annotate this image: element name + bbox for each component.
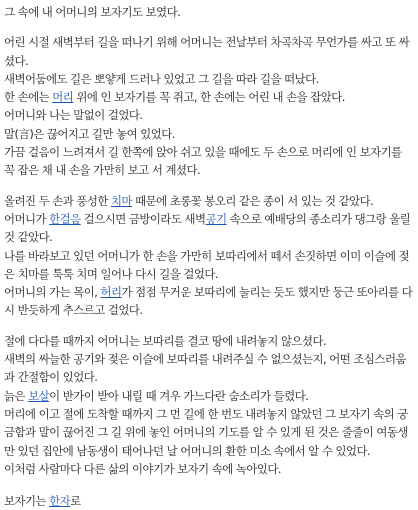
- paragraph: 새벽의 싸늘한 공기와 젖은 이슬에 보따리를 내려주실 수 없으셨는지, 어떤 조심스러움과 간절함이 있었다.: [4, 352, 406, 385]
- paragraph: 나를 바라보고 있던 어머니가 한 손을 가만히 보따리에서 떼서 손짓하면 이미 이슬에 젖은 치마를 툭툭 치며 일어나 다시 길을 걸었다.: [4, 248, 410, 281]
- paragraph: 이처럼 사람마다 다른 삶의 이야기가 보자기 속에 녹아있다.: [4, 461, 282, 476]
- keyword-link-hangeoreum[interactable]: 한걸음: [49, 211, 81, 226]
- keyword-link-meori[interactable]: 머리: [52, 90, 74, 105]
- text-span: 위에 인 보자기를 꼭 쥐고, 한 손에는 어린 내 손을 잡았다.: [73, 90, 345, 105]
- paragraph: 절에 다다를 때까지 어머니는 보따리를 결코 땅에 내려놓지 않으셨다.: [4, 333, 327, 348]
- text-span: 어머니가: [4, 211, 50, 226]
- text-span: 가 점점 무거운 보따리에 눌리는 듯도 했지만 둥근 또아리를 다시 반듯하게 추스르고 걸었다.: [4, 285, 413, 318]
- paragraph: [4, 387, 414, 405]
- paragraph: [4, 283, 414, 320]
- paragraph: 어머니와 나는 말없이 걸었다.: [4, 108, 143, 123]
- paragraph: 머리에 이고 절에 도착할 때까지 그 먼 길에 한 번도 내려놓지 않았던 그 보자기 속의 궁금함과 말이 끊어진 그 길 위에 놓인 어머니의 기도를 알 수 있게 된 것은 줄줄이 여동생만 있던 집안에 남동생이 태어나던 날 어머니의 환한 미소 속에서 알 수 있었다.: [4, 406, 408, 458]
- paragraph: [4, 492, 414, 510]
- text-span: 때문에 초롱꽃 봉오리 같은 종이 서 있는 것 같았다.: [132, 193, 374, 208]
- text-span: 로: [70, 494, 81, 509]
- text-span: 어머니의 가는 목이,: [4, 285, 101, 300]
- keyword-link-bosal[interactable]: 보살: [28, 388, 50, 403]
- paragraph: [4, 210, 414, 247]
- keyword-link-gonggi[interactable]: 공기: [205, 211, 227, 226]
- paragraph: 가끔 걸음이 느려져서 길 한쪽에 앉아 쉬고 있을 때에도 두 손으로 머리에 인 보자기를 꼭 잡은 채 내 손을 가만히 보고 서 계셨다.: [4, 145, 402, 178]
- text-span: 이 반가이 받아 내릴 때 겨우 가느다란 숨소리가 들렸다.: [49, 388, 309, 403]
- text-span: 올려진 두 손과 풍성한: [4, 193, 112, 208]
- keyword-link-hanja[interactable]: 한자: [49, 494, 71, 509]
- paragraph: 그 속에 내 어머니의 보자기도 보였다.: [4, 5, 181, 19]
- text-span: 걸으시면 금방이라도 새벽: [80, 211, 206, 226]
- text-span: 늙은: [4, 388, 29, 403]
- paragraph: [4, 192, 414, 210]
- paragraph-gap: [4, 180, 414, 192]
- paragraph-gap: [4, 478, 414, 492]
- text-span: 속으로 예배당의 종소리가 댕그랑 울릴 것 같았다.: [4, 211, 411, 245]
- paragraph: 새벽어둠에도 길은 뽀얗게 드러나 있었고 그 길을 따라 길을 떠났다.: [4, 71, 319, 86]
- paragraph: [4, 88, 414, 106]
- keyword-link-heori[interactable]: 허리: [100, 285, 122, 300]
- paragraph: 말(言)은 끊어지고 길만 놓여 있었다.: [4, 126, 175, 141]
- text-span: 보자기는: [4, 494, 50, 509]
- keyword-link-chima[interactable]: 치마: [111, 193, 133, 208]
- text-span: 한 손에는: [4, 90, 53, 105]
- paragraph: 어린 시절 새벽부터 길을 떠나기 위해 어머니는 전날부터 차곡차곡 무언가를 싸고 또 싸셨다.: [4, 35, 410, 68]
- paragraph-gap: [4, 21, 414, 33]
- paragraph-gap: [4, 320, 414, 332]
